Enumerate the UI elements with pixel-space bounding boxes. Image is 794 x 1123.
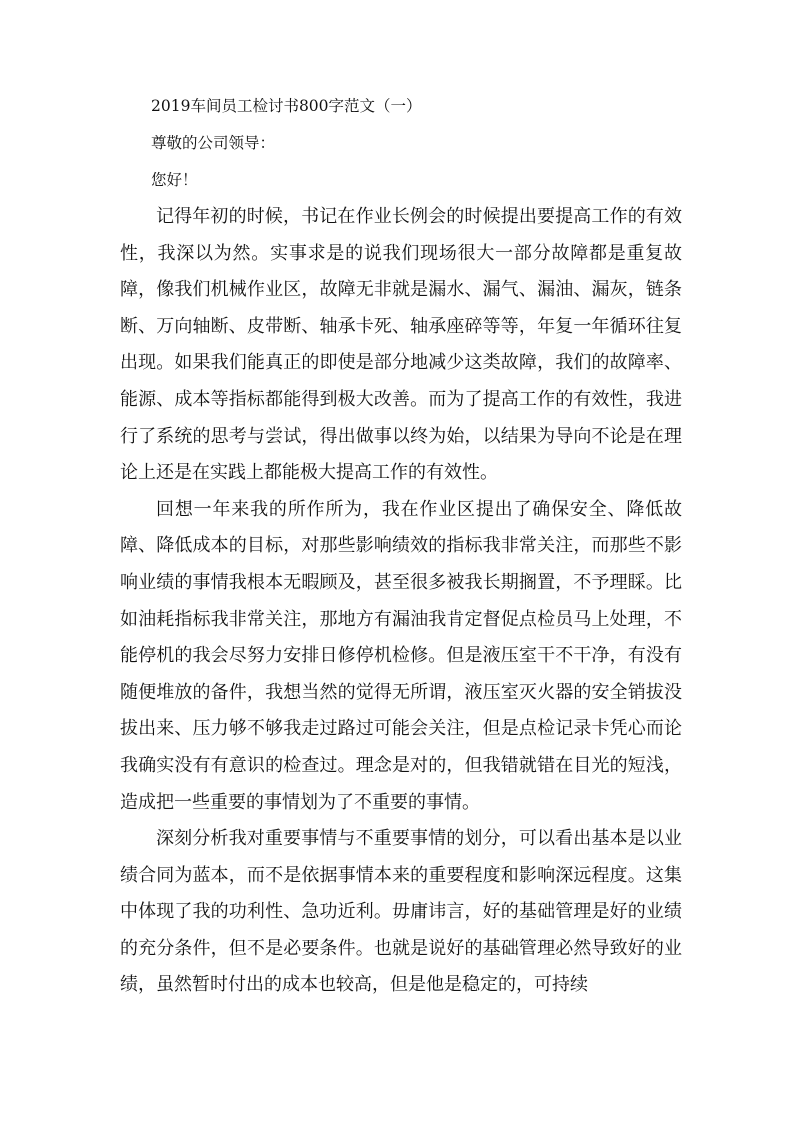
paragraph-1: 记得年初的时候，书记在作业长例会的时候提出要提高工作的有效性，我深以为然。实事求是的说我们现场很大一部分故障都是重复故障，像我们机械作业区，故障无非就是漏水、漏气、漏油、漏灰，链条断、万向轴断、皮带断、轴承卡死、轴承座碎等等，年复一年循环往复出现。如果我们能真正的即使是部分地减少这类故障，我们的故障率、能源、成本等指标都能得到极大改善。而为了提高工作的有效性，我进行了系统的思考与尝试，得出做事以终为始，以结果为导向不论是在理论上还是在实践上都能极大提高工作的有效性。 (120, 206, 682, 484)
salutation: 尊敬的公司领导： (151, 134, 276, 152)
document-title: 2019车间员工检讨书800字范文（一） (151, 97, 422, 115)
paragraph-2: 回想一年来我的所作所为，我在作业区提出了确保安全、降低故障、降低成本的目标，对那些影响绩效的指标我非常关注，而那些不影响业绩的事情我根本无暇顾及，甚至很多被我长期搁置，不予理睬。比如油耗指标我非常关注，那地方有漏油我肯定督促点检员马上处理，不能停机的我会尽努力安排日修停机检修。但是液压室干不干净，有没有随便堆放的备件，我想当然的觉得无所谓，液压室灭火器的安全销拔没拔出来、压力够不够我走过路过可能会关注，但是点检记录卡凭心而论我确实没有有意识的检查过。理念是对的，但我错就错在目光的短浅，造成把一些重要的事情划为了不重要的事情。 (120, 498, 682, 813)
paragraph-3: 深刻分析我对重要事情与不重要事情的划分，可以看出基本是以业绩合同为蓝本，而不是依据事情本来的重要程度和影响深远程度。这集中体现了我的功利性、急功近利。毋庸讳言，好的基础管理是好的业绩的充分条件，但不是必要条件。也就是说好的基础管理必然导致好的业绩，虽然暂时付出的成本也较高，但是他是稳定的，可持续 (120, 828, 682, 996)
document-body (120, 88, 682, 1004)
greeting: 您好！ (151, 171, 198, 189)
